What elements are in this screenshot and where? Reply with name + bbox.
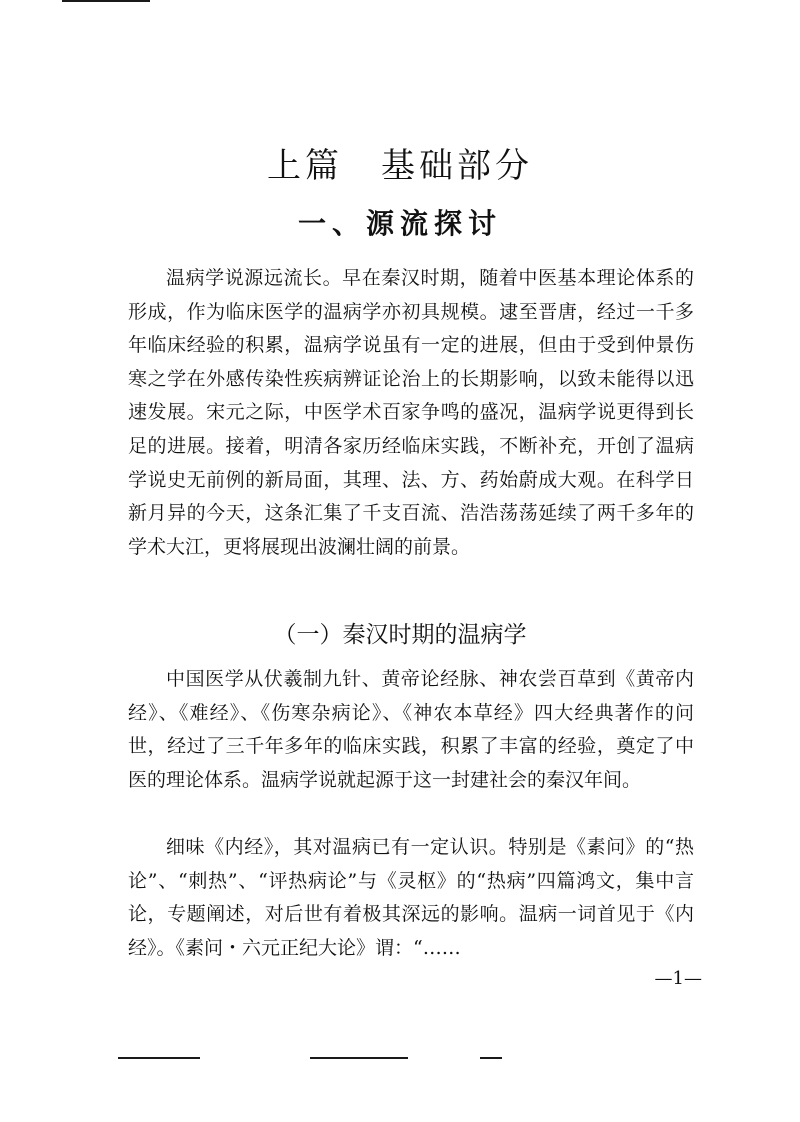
intro-paragraph: 温病学说源远流长。早在秦汉时期，随着中医基本理论体系的形成，作为临床医学的温病学亦初具规模。逮至晋唐，经过一千多年临床经验的积累，温病学说虽有一定的进展，但由于受到仲景伤寒之学在外感传染性疾病辨证论治上的长期影响，以致未能得以迅速发展。宋元之际，中医学术百家争鸣的盛况，温病学说更得到长足的进展。接着，明清各家历经临床实践，不断补充，开创了温病学说史无前例的新局面，其理、法、方、药始蔚成大观。在科学日新月异的今天，这条汇集了千支百流、浩浩荡荡延续了两千多年的学术大江，更将展现出波澜壮阔的前景。 xyxy=(128,267,694,558)
section-paragraph-1: 中国医学从伏羲制九针、黄帝论经脉、神农尝百草到《黄帝内经》、《难经》、《伤寒杂病论》、《神农本草经》四大经典著作的问世，经过了三千年多年的临床实践，积累了丰富的经验，奠定了中医的理论体系。温病学说就起源于这一封建社会的秦汉年间。 xyxy=(128,668,694,791)
part-title: 上篇 基础部分 xyxy=(267,146,533,186)
scan-mark-bottom-2 xyxy=(310,1057,408,1059)
scan-mark-bottom-1 xyxy=(118,1057,200,1059)
scan-mark-top xyxy=(62,0,150,2)
section-paragraph-2: 细味《内经》，其对温病已有一定认识。特别是《素问》的“热论”、“刺热”、“评热病论”与《灵枢》的“热病”四篇鸿文，集中言论，专题阐述，对后世有着极其深远的影响。温病一词首见于《内经》。《素问・六元正纪大论》谓：“…… xyxy=(128,836,694,959)
scan-mark-bottom-3 xyxy=(480,1057,502,1059)
chapter-title: 一、源流探讨 xyxy=(297,207,502,240)
page-number: —1— xyxy=(654,968,702,989)
section-title: （一）秦汉时期的温病学 xyxy=(273,622,527,648)
